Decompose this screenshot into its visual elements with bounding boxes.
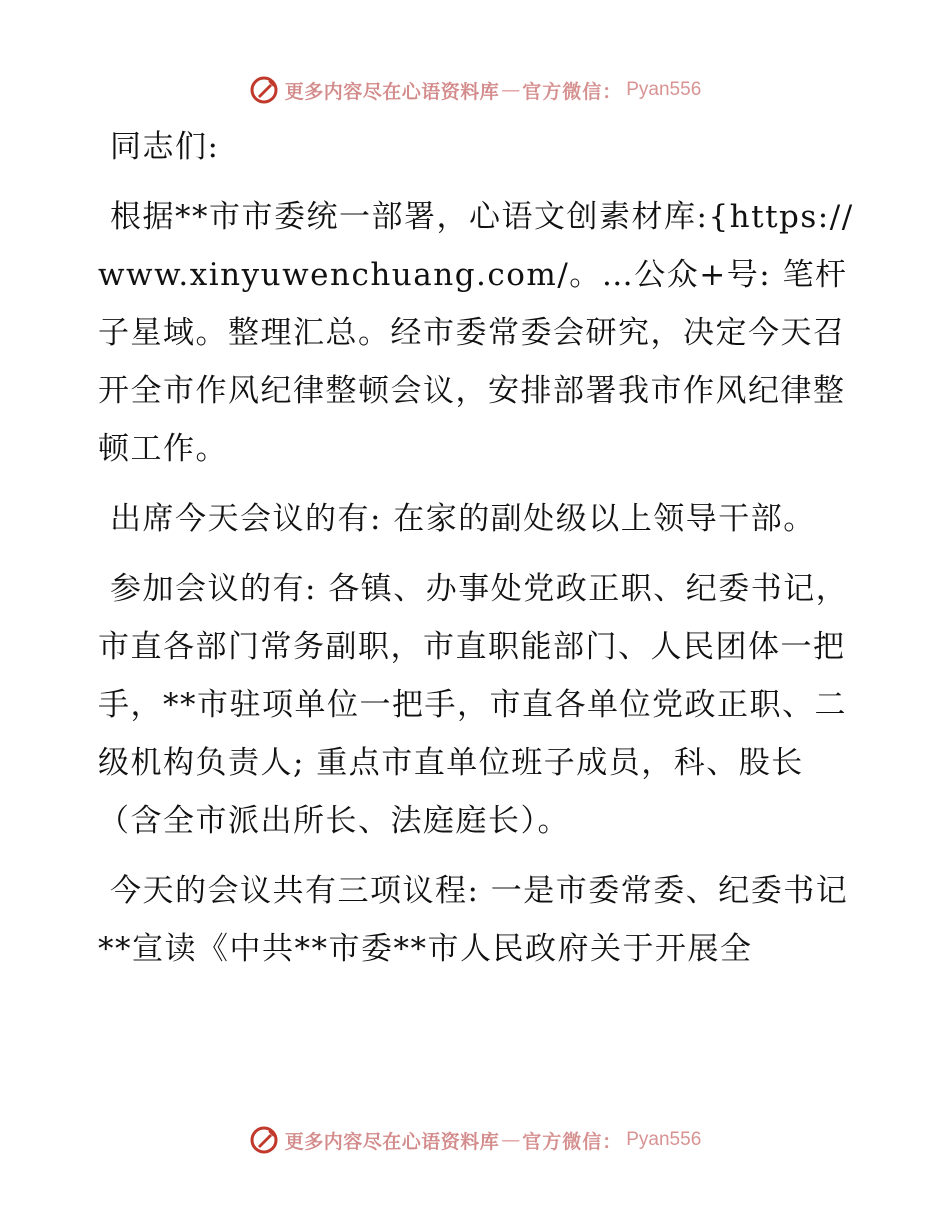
quill-logo-icon [249, 75, 279, 105]
paragraph-agenda: 今天的会议共有三项议程: 一是市委常委、纪委书记**宣读《中共**市委**市人民政府关于开展全 [98, 873, 849, 967]
banner-wechat-id: Pyan556 [626, 79, 702, 100]
banner-site-name: 更多内容尽在心语资料库 [284, 1130, 500, 1153]
banner-site-name: 更多内容尽在心语资料库 [284, 80, 500, 103]
banner-wechat-id: Pyan556 [626, 1129, 702, 1150]
banner-official-label: 官方微信： [522, 80, 623, 103]
paragraph-participants: 参加会议的有: 各镇、办事处党政正职、纪委书记，市直各部门常务副职，市直职能部门、人民团体一把手，**市驻项单位一把手，市直各单位党政正职、二级机构负责人; 重点市直单位班子成员，科、股长（含全市派出所长、法庭庭长）。 [98, 571, 849, 839]
paragraph-greeting: 同志们: [110, 129, 220, 165]
banner-official-label: 官方微信： [522, 1130, 623, 1153]
paragraph-intro: 根据**市市委统一部署，心语文创素材库:{https://www.xinyuwenchuang.com/。…公众+号: 笔杆子星域。整理汇总。经市委常委会研究，决定今天召开全市作风纪律整顿会议，安排部署我市作风纪律整顿工作。 [98, 199, 854, 467]
paragraph-attendees: 出席今天会议的有: 在家的副处级以上领导干部。 [110, 501, 816, 537]
footer-banner [0, 1120, 950, 1160]
banner-separator: — [501, 79, 521, 101]
banner-separator: — [501, 1129, 521, 1151]
header-banner [0, 70, 950, 110]
document-body [98, 118, 858, 990]
quill-logo-icon [249, 1125, 279, 1155]
